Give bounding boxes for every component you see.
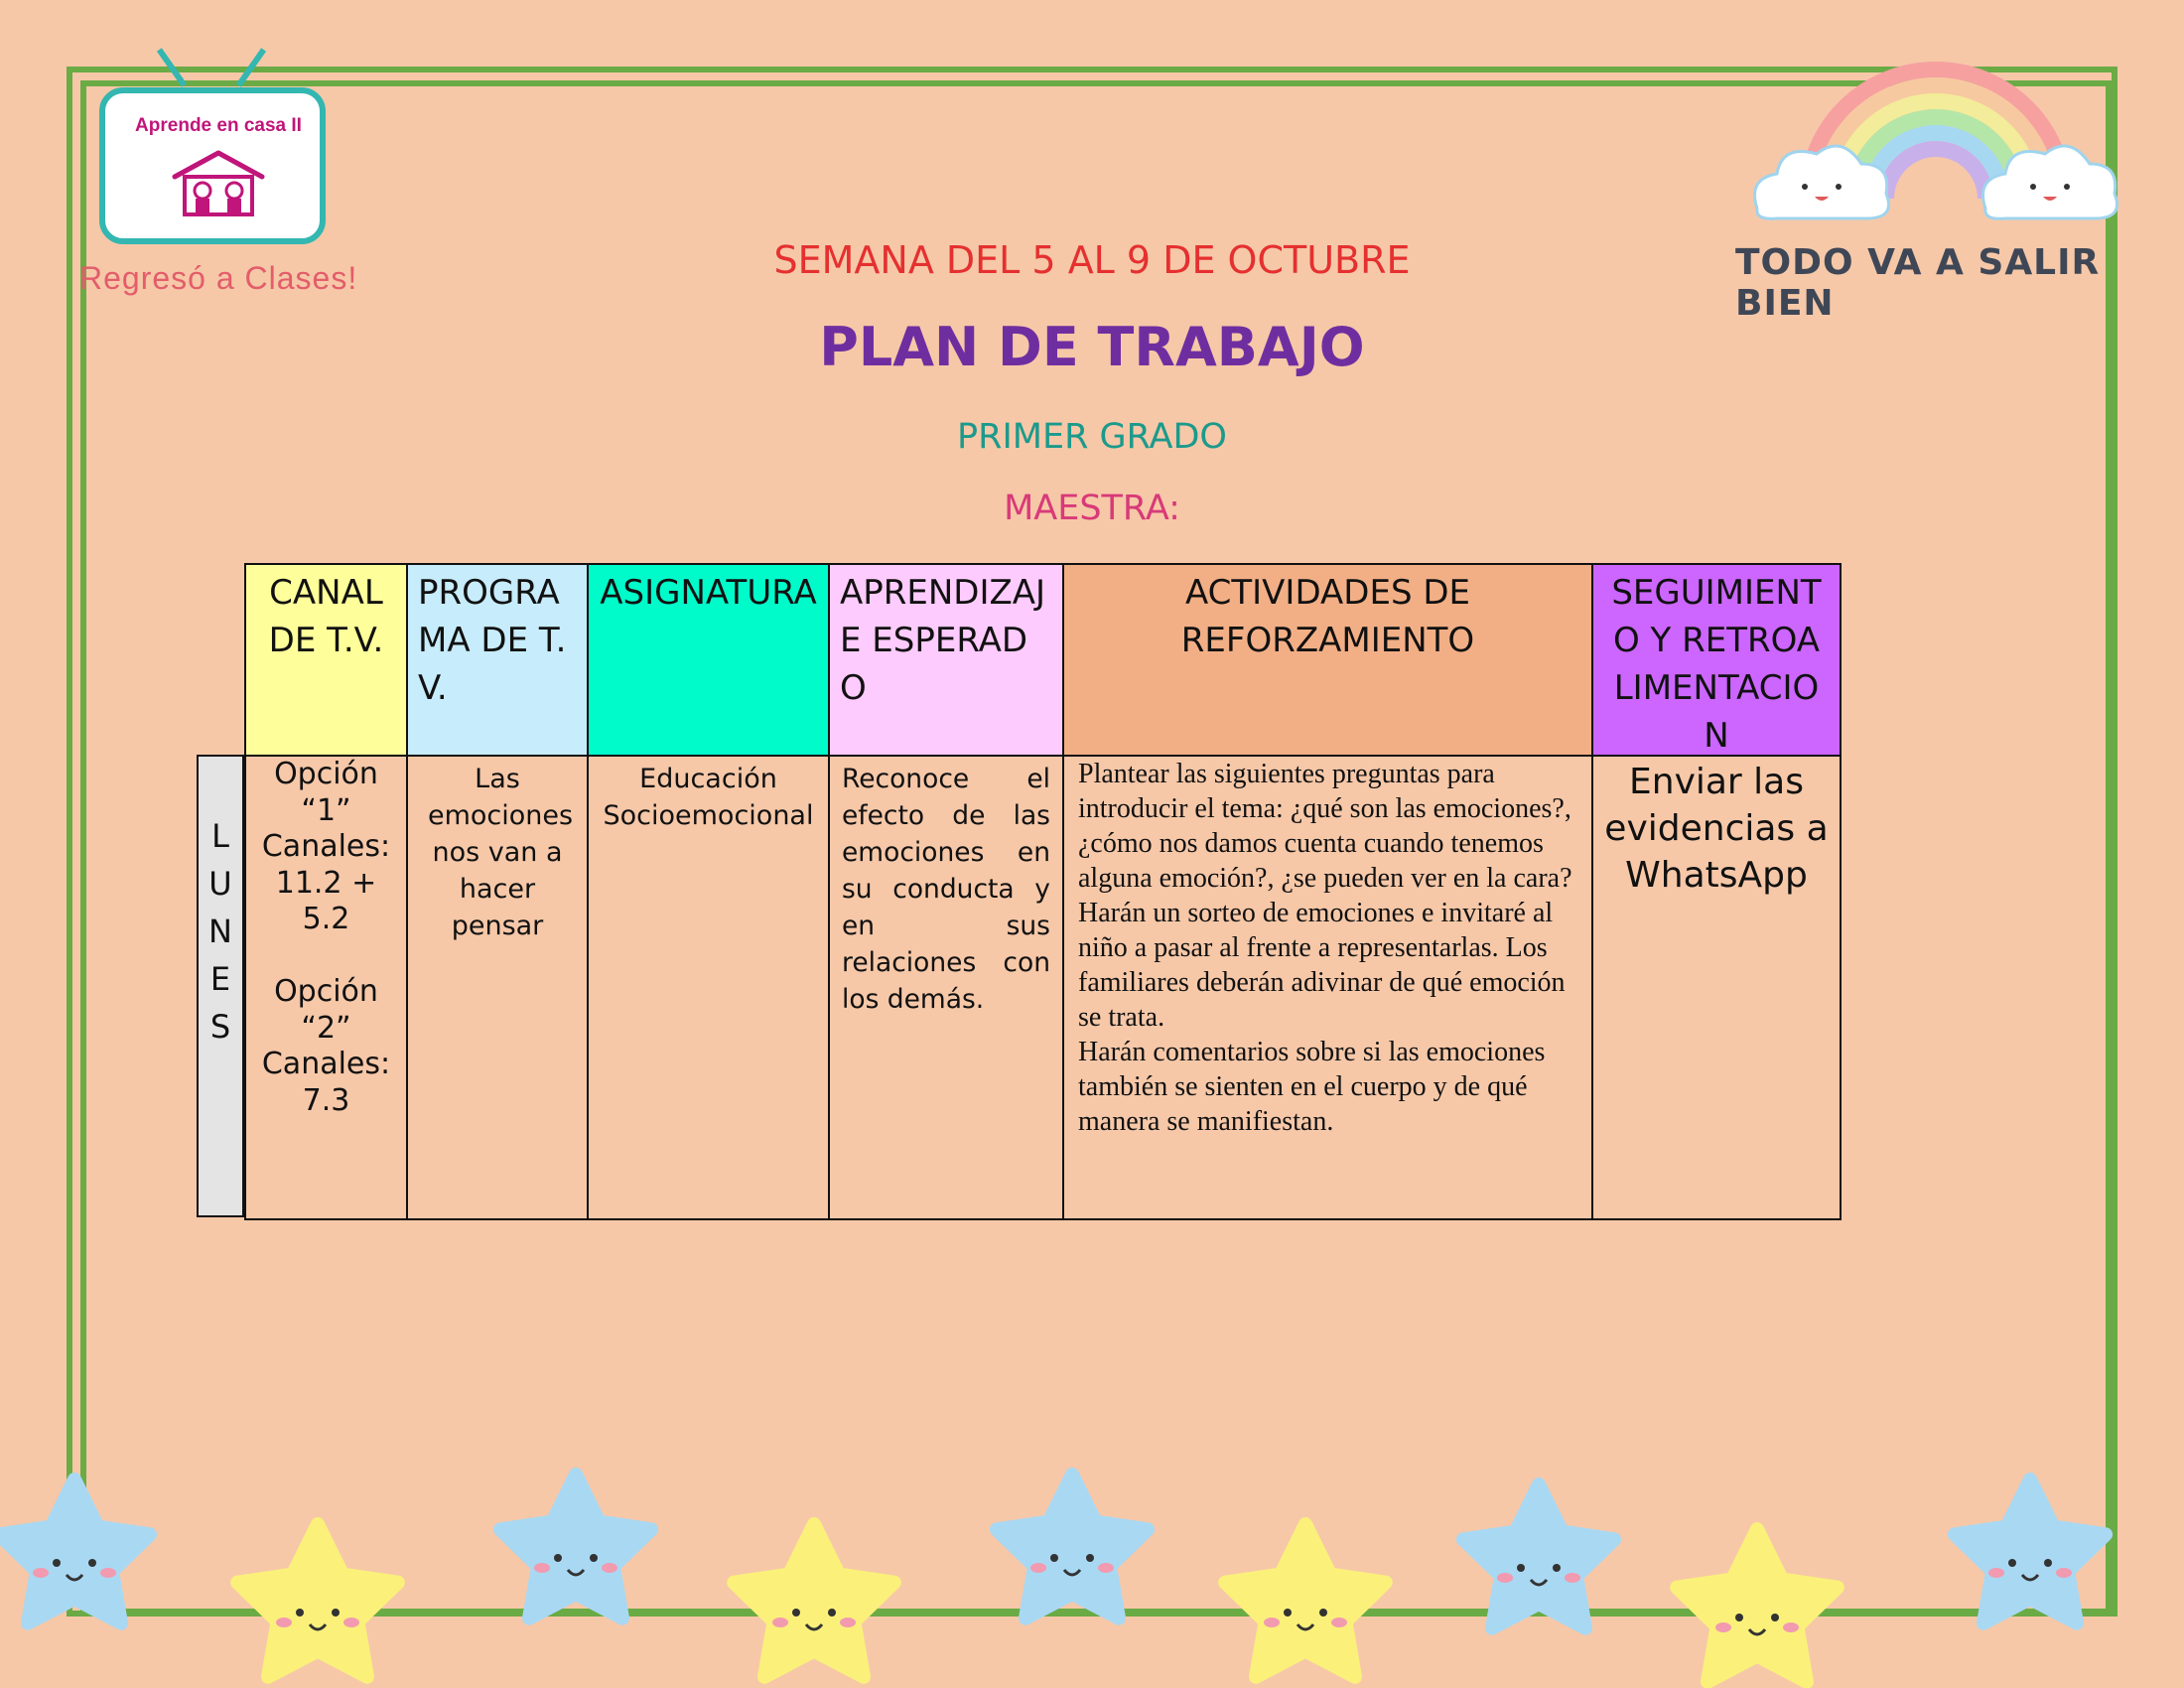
- aprendizaje-text: Reconoce el efecto de las emociones en su conducta y en sus relaciones con los demás.: [842, 764, 1050, 1015]
- star-eye: [1553, 1564, 1561, 1572]
- seguimiento-text: Enviar las evidencias a WhatsApp: [1604, 762, 1829, 896]
- sticker-text: TODO VA A SALIR BIEN: [1735, 242, 2101, 324]
- canal-line: Opción: [274, 974, 378, 1009]
- star-icon: [734, 1524, 894, 1677]
- day-label-cell: [197, 755, 244, 1217]
- star-eye: [53, 1559, 61, 1567]
- star-cheek: [1264, 1618, 1280, 1627]
- canal-lines: [250, 757, 402, 1119]
- star-cheek: [534, 1563, 550, 1573]
- star-eye: [828, 1609, 836, 1617]
- cell-aprendizaje: [828, 755, 1064, 1220]
- stars-decoration: [0, 1450, 2184, 1688]
- asignatura-text: Educación Socioemocional: [603, 764, 814, 831]
- cell-seguimiento: [1591, 755, 1842, 1220]
- star-eye: [1086, 1554, 1094, 1562]
- header-canal-label: CANAL DE T.V.: [268, 573, 384, 660]
- header-programa: [406, 563, 589, 757]
- star-icon: [1225, 1524, 1386, 1677]
- day-label: LUNES: [208, 817, 232, 1046]
- star-eye: [296, 1609, 304, 1617]
- star-cheek: [1715, 1622, 1731, 1632]
- canal-line: “1”: [301, 792, 351, 828]
- header-asignatura-label: ASIGNATURA: [600, 573, 817, 613]
- star-cheek: [602, 1563, 617, 1573]
- canal-line: Canales:: [261, 1047, 391, 1081]
- header-actividades-label: ACTIVIDADES DE REFORZAMIENTO: [1180, 573, 1475, 660]
- star-eye: [88, 1559, 96, 1567]
- star-cheek: [1783, 1622, 1799, 1632]
- header-canal: [244, 563, 408, 757]
- star-eye: [792, 1609, 800, 1617]
- star-icon: [997, 1475, 1148, 1618]
- header-programa-label: PROGRAMA DE T.V.: [418, 573, 567, 708]
- logo-text: Aprende en casa II: [135, 115, 302, 136]
- header-seguimiento: [1591, 563, 1842, 757]
- logo-tagline: Regresó a Clases!: [79, 260, 358, 296]
- star-eye: [1771, 1614, 1779, 1621]
- star-cheek: [100, 1568, 116, 1578]
- star-icon: [1955, 1479, 2106, 1623]
- star-icon: [0, 1479, 150, 1623]
- star-eye: [590, 1554, 598, 1562]
- star-icon: [500, 1475, 651, 1618]
- cell-canal: [244, 755, 408, 1220]
- star-eye: [1284, 1609, 1292, 1617]
- header-aprendizaje: [828, 563, 1064, 757]
- star-cheek: [2056, 1568, 2072, 1578]
- star-icon: [1677, 1529, 1838, 1682]
- star-eye: [1319, 1609, 1327, 1617]
- aprende-en-casa-logo: [99, 81, 330, 250]
- rainbow-icon: [1747, 30, 2124, 228]
- star-eye: [1735, 1614, 1743, 1621]
- star-eye: [554, 1554, 562, 1562]
- star-cheek: [840, 1618, 856, 1627]
- star-cheek: [276, 1618, 292, 1627]
- week-heading: SEMANA DEL 5 AL 9 DE OCTUBRE: [773, 238, 1411, 282]
- header-actividades: [1062, 563, 1593, 757]
- canal-line: 5.2: [302, 902, 350, 936]
- star-eye: [332, 1609, 340, 1617]
- actividades-p1: Plantear las siguientes preguntas para introducir el tema: ¿qué son las emociones?, ¿cómo nos damos cuenta cuando tenemos alguna emoción?, ¿se pueden ver en la cara?: [1078, 759, 1572, 894]
- star-cheek: [343, 1618, 359, 1627]
- cell-actividades: [1062, 755, 1593, 1220]
- canal-line: Canales:: [261, 829, 391, 864]
- header-aprendizaje-label: APRENDIZAJE ESPERADO: [840, 573, 1046, 708]
- actividades-p2: Harán un sorteo de emociones e invitaré al niño a pasar al frente a representarlas. Los familiares deberán adivinar de qué emoción se trata.: [1078, 898, 1566, 1033]
- star-eye: [2044, 1559, 2052, 1567]
- grade-heading: PRIMER GRADO: [957, 417, 1227, 457]
- star-cheek: [1098, 1563, 1114, 1573]
- canal-line: 7.3: [302, 1082, 350, 1118]
- cell-programa: [406, 755, 589, 1220]
- star-cheek: [1565, 1573, 1580, 1583]
- canal-line: [250, 938, 402, 975]
- star-cheek: [1030, 1563, 1046, 1573]
- canal-line: “2”: [301, 1010, 351, 1046]
- star-cheek: [33, 1568, 49, 1578]
- canal-line: 11.2 +: [275, 865, 377, 901]
- teacher-label: MAESTRA:: [1004, 489, 1180, 528]
- actividades-p3: Harán comentarios sobre si las emociones también se sienten en el cuerpo y de qué manera se manifiestan.: [1078, 1037, 1546, 1137]
- star-cheek: [1988, 1568, 2004, 1578]
- star-eye: [1517, 1564, 1525, 1572]
- page-title: PLAN DE TRABAJO: [819, 316, 1365, 378]
- house-icon: [171, 149, 266, 218]
- star-cheek: [1497, 1573, 1513, 1583]
- star-eye: [1050, 1554, 1058, 1562]
- star-icon: [237, 1524, 398, 1677]
- header-seguimiento-label: SEGUIMIENTO Y RETROALIMENTACION: [1611, 573, 1822, 756]
- star-icon: [1463, 1484, 1614, 1628]
- canal-line: Opción: [274, 757, 378, 791]
- cell-asignatura: [587, 755, 830, 1220]
- header-asignatura: [587, 563, 830, 757]
- star-cheek: [1331, 1618, 1347, 1627]
- star-cheek: [772, 1618, 788, 1627]
- programa-text: Las emociones nos van a hacer pensar: [428, 764, 574, 941]
- star-eye: [2008, 1559, 2016, 1567]
